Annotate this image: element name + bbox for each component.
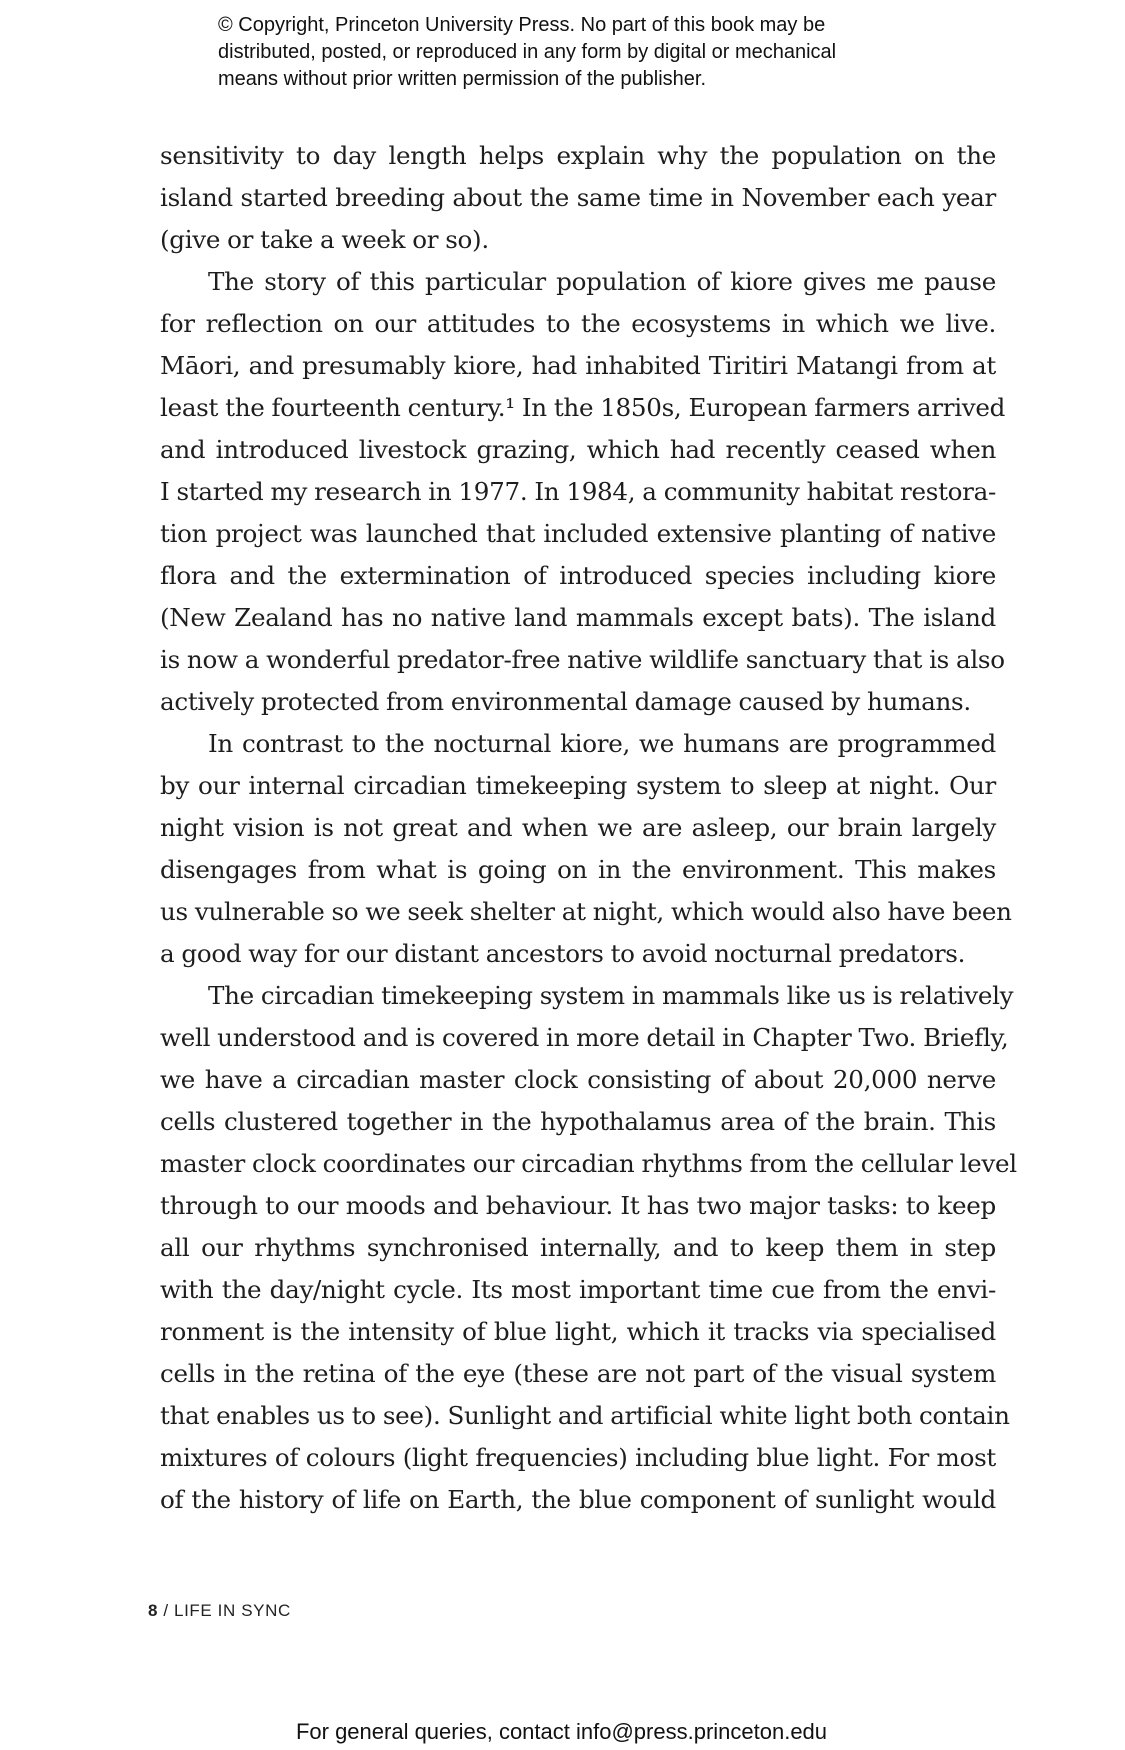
text-line: all our rhythms synchronised internally, and to keep them in step xyxy=(160,1233,996,1262)
text-line: with the day/night cycle. Its most important time cue from the envi- xyxy=(160,1275,996,1304)
text-line: of the history of life on Earth, the blue component of sunlight would xyxy=(160,1485,996,1514)
footer-text: For general queries, contact info@press.princeton.edu xyxy=(295,1719,828,1744)
text-line: Māori, and presumably kiore, had inhabited Tiritiri Matangi from at xyxy=(160,351,996,380)
text-line: a good way for our distant ancestors to avoid nocturnal predators. xyxy=(160,939,966,968)
text-line: least the fourteenth century.¹ In the 1850s, European farmers arrived xyxy=(160,393,1006,422)
copyright-line: means without prior written permission of the publisher. xyxy=(218,68,707,90)
paragraph-first-line: The circadian timekeeping system in mammals like us is relatively xyxy=(208,981,1014,1010)
text-line: well understood and is covered in more detail in Chapter Two. Briefly, xyxy=(160,1023,1009,1052)
text-line: by our internal circadian timekeeping system to sleep at night. Our xyxy=(160,771,996,800)
folio-separator: / xyxy=(163,1601,169,1620)
running-head: LIFE IN SYNC xyxy=(174,1601,291,1620)
copyright-line: © Copyright, Princeton University Press. No part of this book may be xyxy=(218,14,826,36)
text-line: disengages from what is going on in the environment. This makes xyxy=(160,855,996,884)
text-line: master clock coordinates our circadian rhythms from the cellular level xyxy=(160,1149,1017,1178)
text-line: island started breeding about the same time in November each year xyxy=(160,183,996,212)
footer-contact xyxy=(0,1719,1125,1745)
page-number: 8 xyxy=(148,1601,159,1620)
copyright-line: distributed, posted, or reproduced in any form by digital or mechanical xyxy=(218,41,837,63)
page-body-text xyxy=(160,135,1017,1521)
page-folio xyxy=(148,1601,291,1621)
text-line: us vulnerable so we seek shelter at night, which would also have been xyxy=(160,897,1012,926)
text-line: cells in the retina of the eye (these are not part of the visual system xyxy=(160,1359,996,1388)
paragraph-first-line: In contrast to the nocturnal kiore, we humans are programmed xyxy=(208,729,996,758)
text-line: ronment is the intensity of blue light, which it tracks via specialised xyxy=(160,1317,996,1346)
text-line: through to our moods and behaviour. It has two major tasks: to keep xyxy=(160,1191,996,1220)
text-line: cells clustered together in the hypothalamus area of the brain. This xyxy=(160,1107,996,1136)
text-line: is now a wonderful predator-free native wildlife sanctuary that is also xyxy=(160,645,1005,674)
text-line: flora and the extermination of introduced species including kiore xyxy=(160,561,996,590)
text-line: we have a circadian master clock consisting of about 20,000 nerve xyxy=(160,1065,996,1094)
copyright-notice xyxy=(218,12,978,93)
text-line: sensitivity to day length helps explain why the population on the xyxy=(160,141,996,170)
text-line: that enables us to see). Sunlight and artificial white light both contain xyxy=(160,1401,1010,1430)
text-line: actively protected from environmental damage caused by humans. xyxy=(160,687,971,716)
text-line: tion project was launched that included extensive planting of native xyxy=(160,519,996,548)
paragraph-first-line: The story of this particular population of kiore gives me pause xyxy=(208,267,996,296)
text-line: mixtures of colours (light frequencies) including blue light. For most xyxy=(160,1443,996,1472)
text-line: night vision is not great and when we are asleep, our brain largely xyxy=(160,813,996,842)
text-line: (New Zealand has no native land mammals except bats). The island xyxy=(160,603,996,632)
text-line: for reflection on our attitudes to the ecosystems in which we live. xyxy=(160,309,996,338)
text-line: I started my research in 1977. In 1984, a community habitat restora- xyxy=(160,477,996,506)
text-line: (give or take a week or so). xyxy=(160,225,489,254)
text-line: and introduced livestock grazing, which had recently ceased when xyxy=(160,435,996,464)
